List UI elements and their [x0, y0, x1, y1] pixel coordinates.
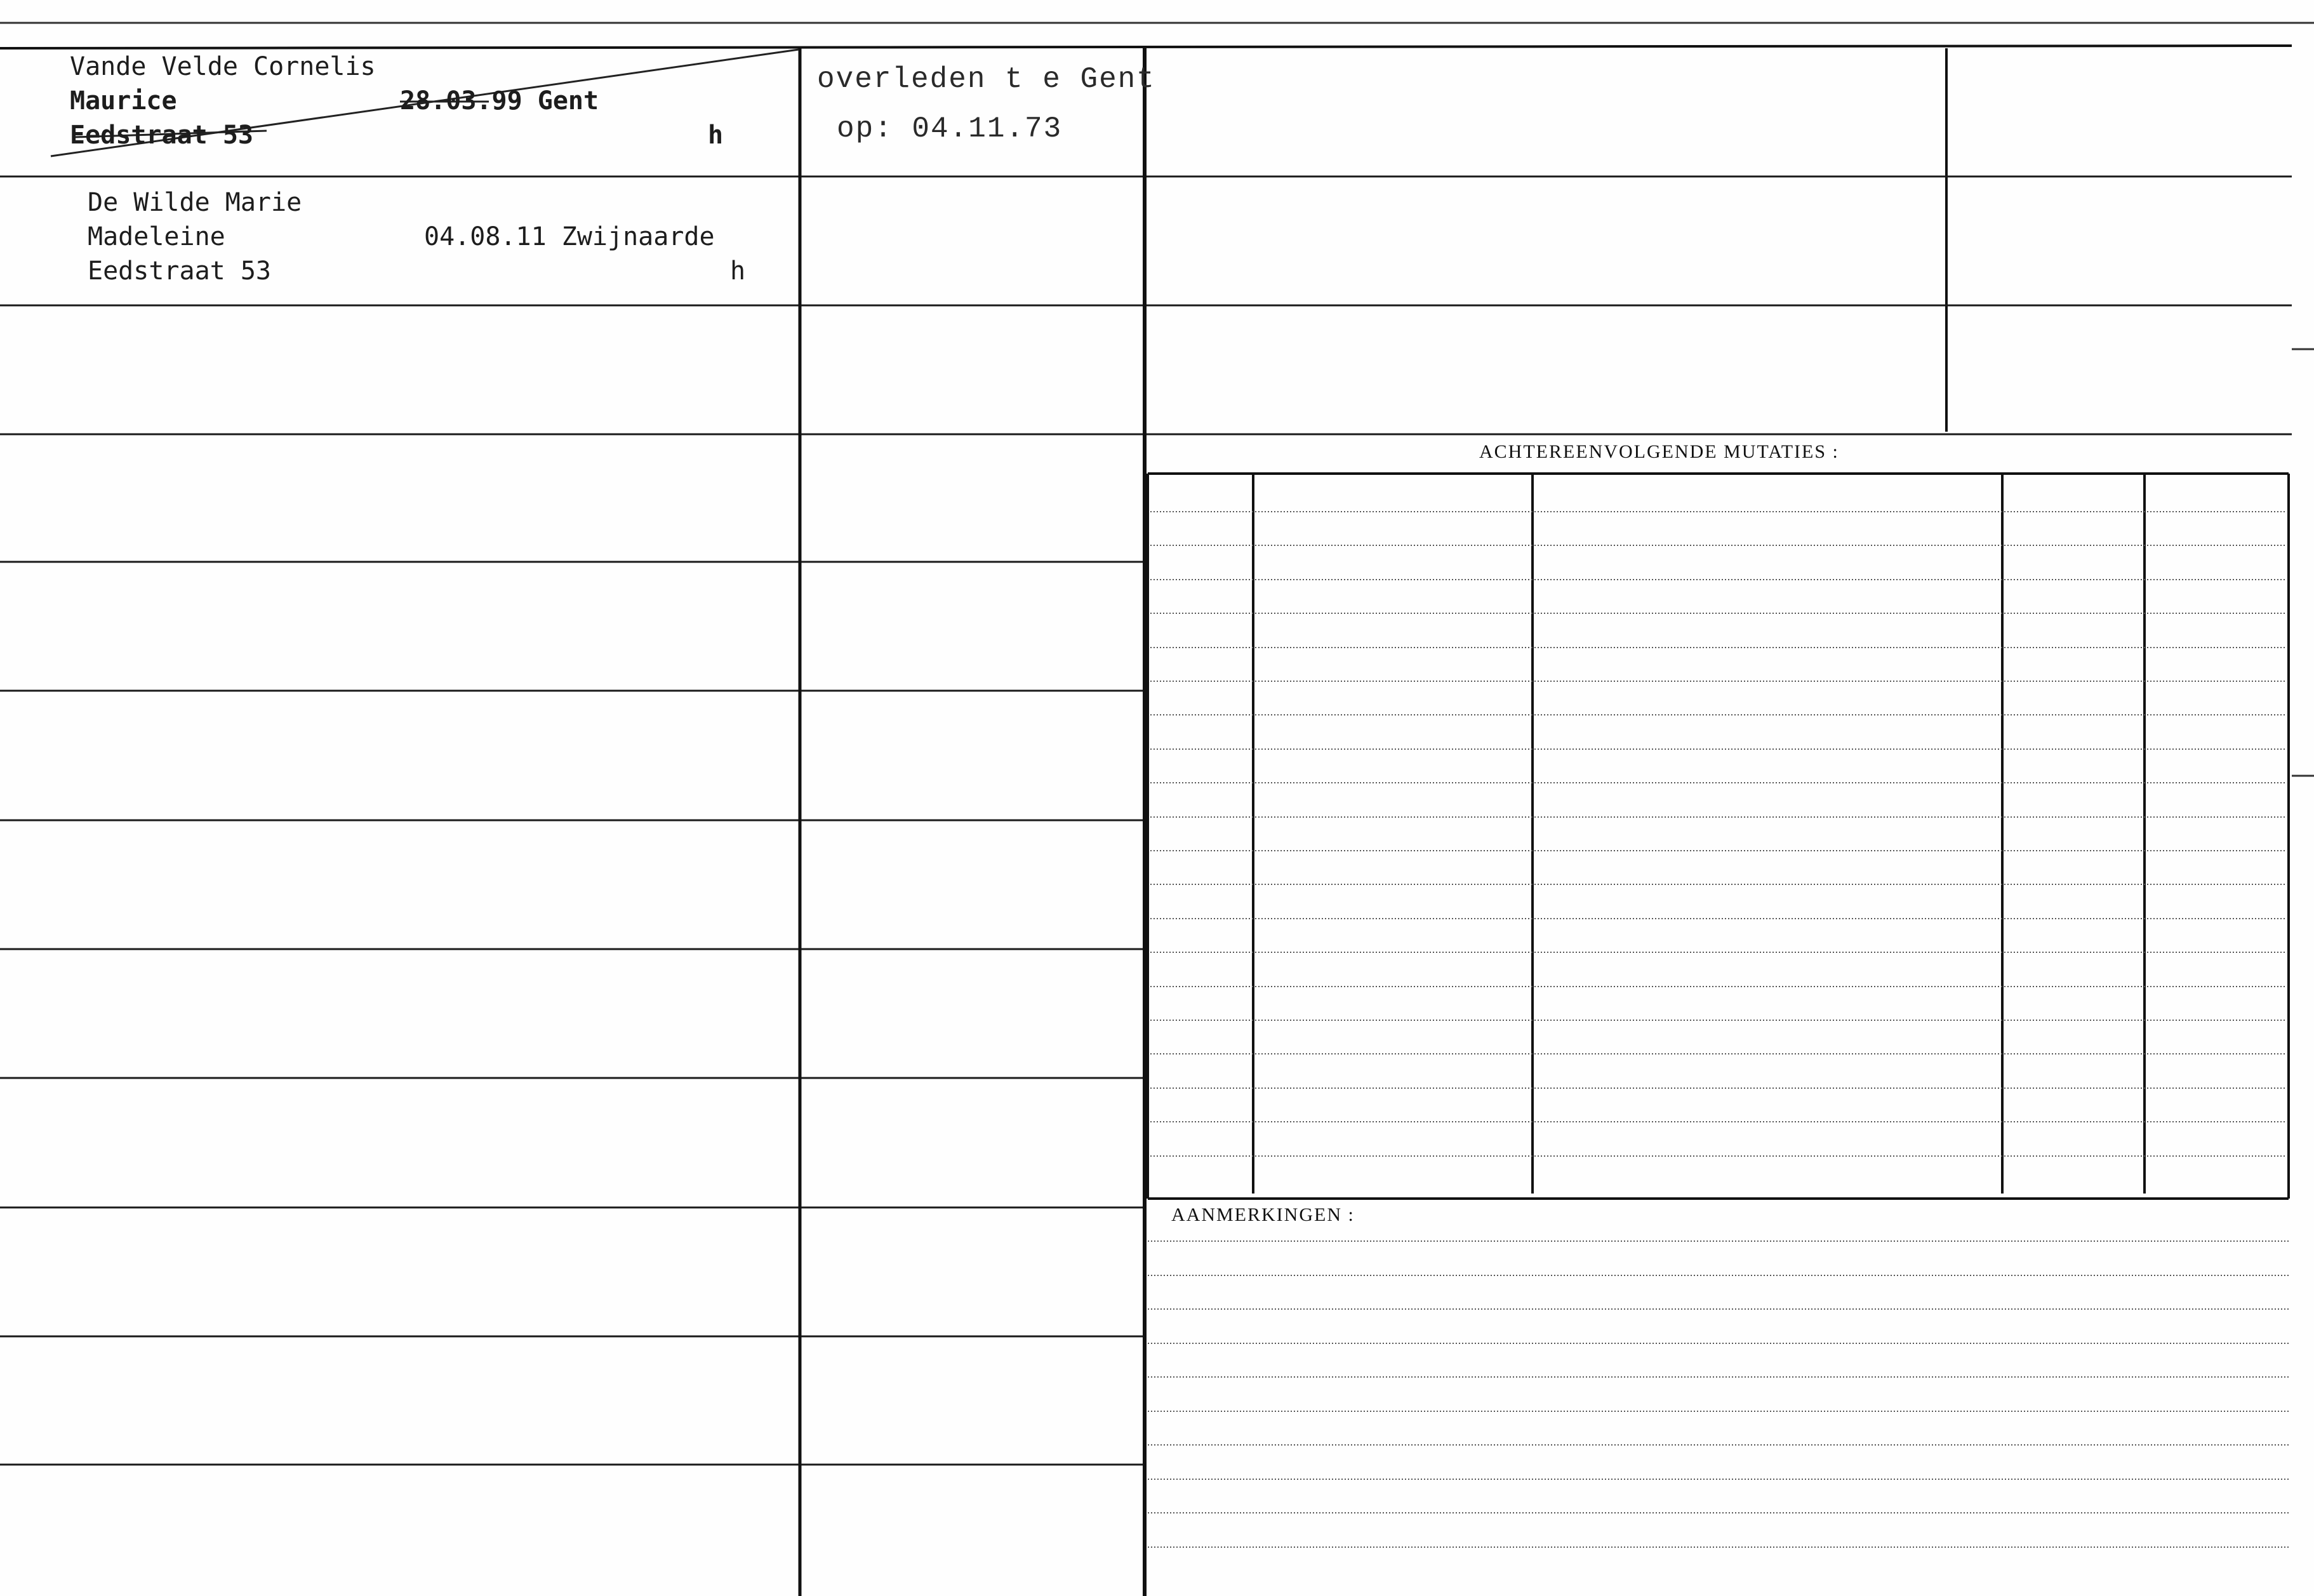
person1-birth: 28.03.99 Gent: [400, 86, 599, 116]
person2-mark: h: [730, 256, 746, 286]
right-top-rules: [1147, 176, 2292, 434]
person2-name-line1: De Wilde Marie: [88, 188, 302, 217]
person2-name-line2: Madeleine: [88, 222, 225, 251]
person1-name-line2: Maurice: [70, 86, 177, 116]
form-top-rule: [0, 46, 2292, 48]
person1-address: Eedstraat 53: [70, 121, 253, 150]
person2-address: Eedstraat 53: [88, 256, 271, 286]
aanmerkingen-dotted-rows: [1148, 1241, 2289, 1547]
note-row-rules: [801, 176, 1143, 1465]
person1-name-line1: Vande Velde Cornelis: [70, 52, 376, 81]
person1-death-date: op: 04.11.73: [837, 112, 1063, 145]
person1-mark: h: [708, 121, 724, 150]
mutaties-table-frame: [1148, 474, 2289, 1199]
mutaties-heading: ACHTEREENVOLGENDE MUTATIES :: [1479, 441, 1839, 462]
person1-death-note: overleden t e Gent: [817, 63, 1155, 96]
aanmerkingen-heading: AANMERKINGEN :: [1171, 1204, 1355, 1225]
person2-birth: 04.08.11 Zwijnaarde: [424, 222, 715, 251]
mutaties-dotted-rows: [1150, 512, 2285, 1156]
left-row-rules: [0, 176, 799, 1465]
